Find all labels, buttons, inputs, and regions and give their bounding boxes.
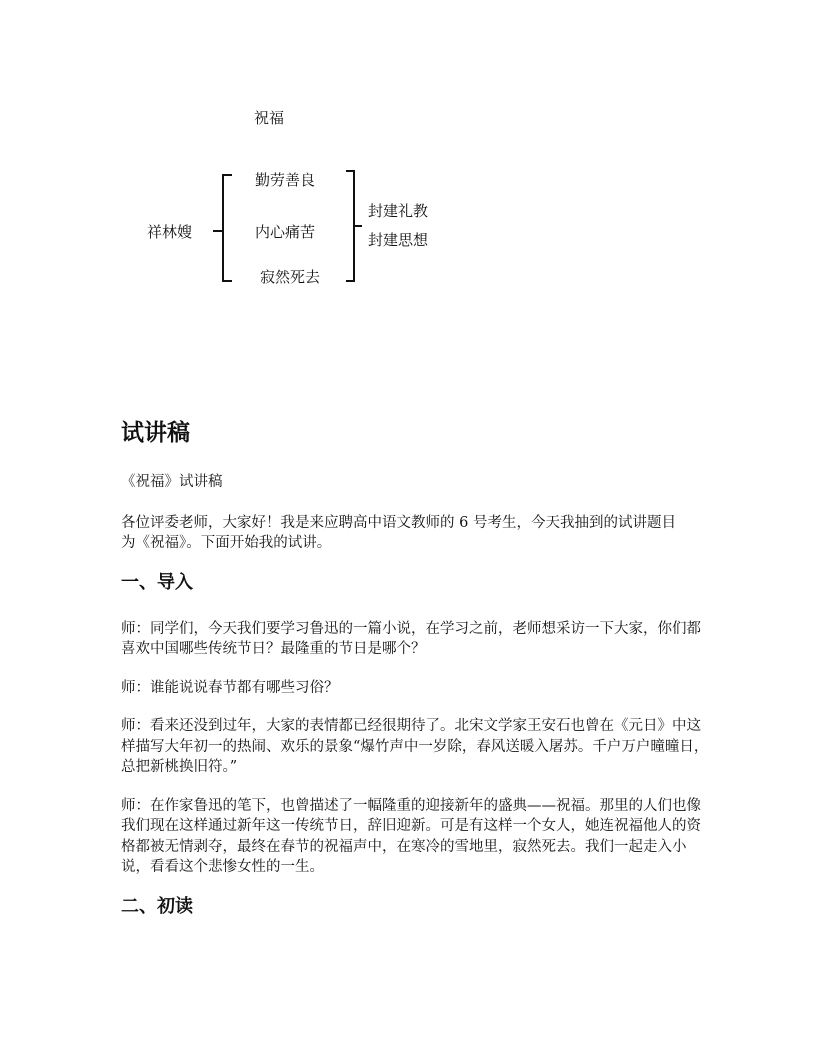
section-title-intro: 一、导入	[121, 571, 193, 593]
intro-paragraph: 各位评委老师，大家好！我是来应聘高中语文教师的 6 号考生，今天我抽到的试讲题目为《祝福》。下面开始我的试讲。	[121, 514, 676, 551]
document-subtitle: 《祝福》试讲稿	[121, 474, 223, 490]
cause-1: 封建礼教	[368, 202, 429, 220]
section1-paragraph-4: 师：在作家鲁迅的笔下，也曾描述了一幅隆重的迎接新年的盛典——祝福。那里的人们也像我们现在这样通过新年这一传统节日，辞旧迎新。可是有这样一个女人，她连祝福他人的资格都被无情剥夺，最终在春节的祝福声中，在寒冷的雪地里，寂然死去。我们一起走入小说，看看这个悲惨女性的一生。	[121, 797, 701, 875]
trait-2: 内心痛苦	[255, 223, 316, 241]
lecture-document	[121, 414, 711, 922]
cause-2: 封建思想	[368, 231, 429, 249]
diagram-subject: 祥林嫂	[147, 223, 193, 241]
character-diagram	[0, 0, 816, 300]
section-title-first-reading: 二、初读	[121, 895, 193, 917]
section1-paragraph-3: 师：看来还没到过年，大家的表情都已经很期待了。北宋文学家王安石也曾在《元日》中这样描写大年初一的热闹、欢乐的景象“爆竹声中一岁除，春风送暖入屠苏。千户万户曈曈日，总把新桃换旧符。”	[121, 718, 709, 775]
section1-paragraph-1: 师：同学们，今天我们要学习鲁迅的一篇小说，在学习之前，老师想采访一下大家，你们都喜欢中国哪些传统节日？最隆重的节日是哪个？	[121, 620, 701, 657]
diagram-title: 祝福	[254, 109, 285, 127]
bracket-lines	[0, 0, 816, 300]
section1-paragraph-2: 师：谁能说说春节都有哪些习俗？	[121, 679, 339, 696]
trait-1: 勤劳善良	[255, 171, 316, 189]
trait-3: 寂然死去	[260, 268, 321, 286]
document-heading: 试讲稿	[121, 420, 190, 446]
